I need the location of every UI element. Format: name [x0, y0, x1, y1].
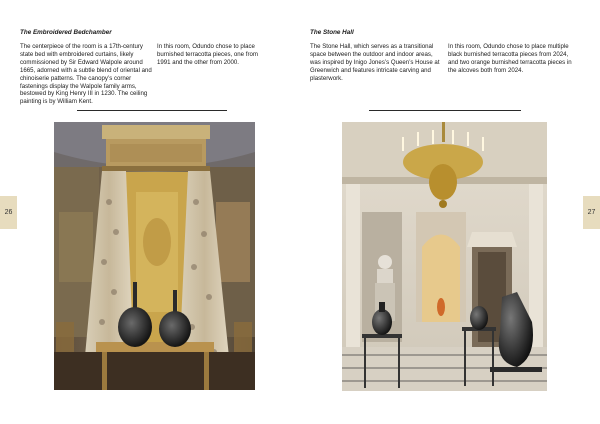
page-number-tab: 27 [583, 196, 600, 229]
section-title: The Embroidered Bedchamber [20, 29, 112, 36]
body-text-column-2: In this room, Odundo chose to place burnished terracotta pieces, one from 1991 and the other from 2000. [157, 43, 258, 66]
body-text-column-1: The centerpiece of the room is a 17th-century state bed with embroidered curtains, likely commissioned by Sir Edward Walpole around 1665, adorned with a subtle blend of oriental and chinoiserie patterns. The canopy’s corner fastenings display the Walpole family arms, bestowed by King Henry III in 1230. The ceiling painting is by William Kent. [20, 43, 152, 106]
stone-hall-photo [342, 122, 547, 391]
page-number-tab: 26 [0, 196, 17, 229]
divider-rule [77, 110, 227, 111]
bedchamber-photo [54, 122, 255, 390]
section-title: The Stone Hall [310, 29, 354, 36]
body-text-column-1: The Stone Hall, which serves as a transitional space between the outdoor and indoor areas, was inspired by Inigo Jones’s Queen’s House at Greenwich and features intricate carving and plasterwork. [310, 43, 440, 82]
divider-rule [369, 110, 521, 111]
body-text-column-2: In this room, Odundo chose to place multiple black burnished terracotta pieces from 2024, and two orange burnished terracotta pieces in the alcoves both from 2024. [448, 43, 572, 74]
right-page [300, 0, 600, 424]
